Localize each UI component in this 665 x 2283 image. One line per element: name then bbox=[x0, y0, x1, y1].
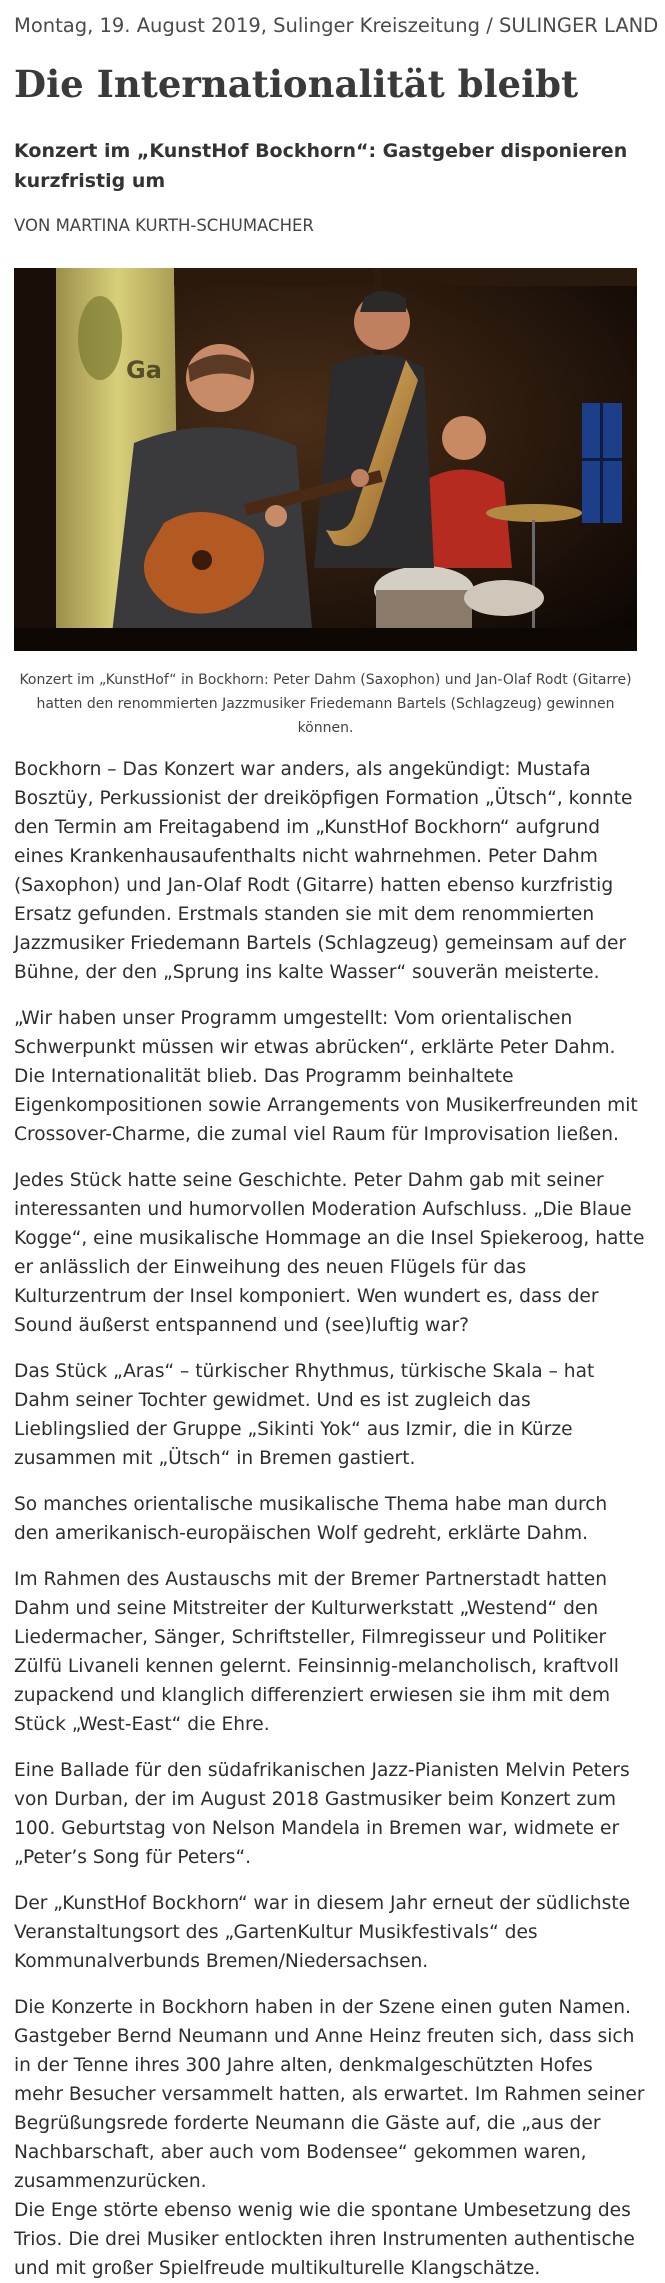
paragraph: So manches orientalische musikalische Thema habe man durch den amerikanisch-europäischen Wolf gedreht, erklärte Dahm. bbox=[14, 1494, 608, 1544]
photo-caption: Konzert im „KunstHof“ in Bockhorn: Peter Dahm (Saxophon) und Jan-Olaf Rodt (Gitarre) hatten den renommierten Jazzmusiker Friedemann Bartels (Schlagzeug) gewinnen können. bbox=[19, 672, 632, 736]
subheadline: Konzert im „KunstHof Bockhorn“: Gastgeber disponieren kurzfristig um bbox=[14, 140, 628, 192]
paragraph: Das Stück „Aras“ – türkischer Rhythmus, türkische Skala – hat Dahm seiner Tochter gewidmet. Und es ist zugleich das Lieblingslied der Gruppe „Sikinti Yok“ aus Izmir, die in Kürze zusammen mit „Ütsch“ in Bremen gastiert. bbox=[14, 1361, 595, 1469]
concert-photo bbox=[14, 268, 637, 651]
paragraph: Im Rahmen des Austauschs mit der Bremer Partnerstadt hatten Dahm und seine Mitstreiter der Kulturwerkstatt „Westend“ den Liedermacher, Sänger, Schriftsteller, Filmregisseur und Politiker Zülfü Livaneli kennen gelernt. Feinsinnig-melancholisch, kraftvoll zupackend und klanglich differenziert erwiesen sie ihm mit dem Stück „West-East“ die Ehre. bbox=[14, 1569, 619, 1735]
dateline: Montag, 19. August 2019, Sulinger Kreiszeitung / SULINGER LAND bbox=[14, 14, 659, 37]
headline: Die Internationalität bleibt bbox=[14, 62, 579, 106]
banner-lettering: Ga bbox=[126, 356, 162, 384]
byline: VON MARTINA KURTH-SCHUMACHER bbox=[14, 216, 314, 235]
paragraph: Die Enge störte ebenso wenig wie die spontane Umbesetzung des Trios. Die drei Musiker entlockten ihren Instrumenten authentische und mit großer Spielfreude multikulturelle Klangschätze. bbox=[14, 2200, 635, 2279]
article-body bbox=[14, 755, 646, 2283]
paragraph: Bockhorn – Das Konzert war anders, als angekündigt: Mustafa Bosztüy, Perkussionist der dreiköpfigen Formation „Ütsch“, konnte den Termin am Freitagabend im „KunstHof Bockhorn“ aufgrund eines Krankenhausaufenthalts nicht wahrnehmen. Peter Dahm (Saxophon) und Jan-Olaf Rodt (Gitarre) hatten ebenso kurzfristig Ersatz gefunden. Erstmals standen sie mit dem renommierten Jazzmusiker Friedemann Bartels (Schlagzeug) gemeinsam auf der Bühne, der den „Sprung ins kalte Wasser“ souverän meisterte. bbox=[14, 759, 633, 983]
paragraph: „Wir haben unser Programm umgestellt: Vom orientalischen Schwerpunkt müssen wir etwas abrücken“, erklärte Peter Dahm. Die Internationalität blieb. Das Programm beinhaltete Eigenkompositionen sowie Arrangements von Musikerfreunden mit Crossover-Charme, die zumal viel Raum für Improvisation ließen. bbox=[14, 1008, 638, 1145]
paragraph: Jedes Stück hatte seine Geschichte. Peter Dahm gab mit seiner interessanten und humorvollen Moderation Aufschluss. „Die Blaue Kogge“, eine musikalische Hommage an die Insel Spiekeroog, hatte er anlässlich der Einweihung des neuen Flügels für das Kulturzentrum der Insel komponiert. Wen wundert es, dass der Sound äußerst entspannend und (see)luftig war? bbox=[14, 1170, 645, 1336]
paragraph: Eine Ballade für den südafrikanischen Jazz-Pianisten Melvin Peters von Durban, der im August 2018 Gastmusiker beim Konzert zum 100. Geburtstag von Nelson Mandela in Bremen war, widmete er „Peter’s Song für Peters“. bbox=[14, 1760, 630, 1868]
paragraph: Die Konzerte in Bockhorn haben in der Szene einen guten Namen. Gastgeber Bernd Neumann und Anne Heinz freuten sich, dass sich in der Tenne ihres 300 Jahre alten, denkmalgeschützten Hofes mehr Besucher versammelt hatten, als erwartet. Im Rahmen seiner Begrüßungsrede forderte Neumann die Gäste auf, die „aus der Nachbarschaft, aber auch vom Bodensee“ gekommen waren, zusammenzurücken. bbox=[14, 1997, 645, 2192]
paragraph: Der „KunstHof Bockhorn“ war in diesem Jahr erneut der südlichste Veranstaltungsort des „GartenKultur Musikfestivals“ des Kommunalverbunds Bremen/Niedersachsen. bbox=[14, 1893, 631, 1972]
